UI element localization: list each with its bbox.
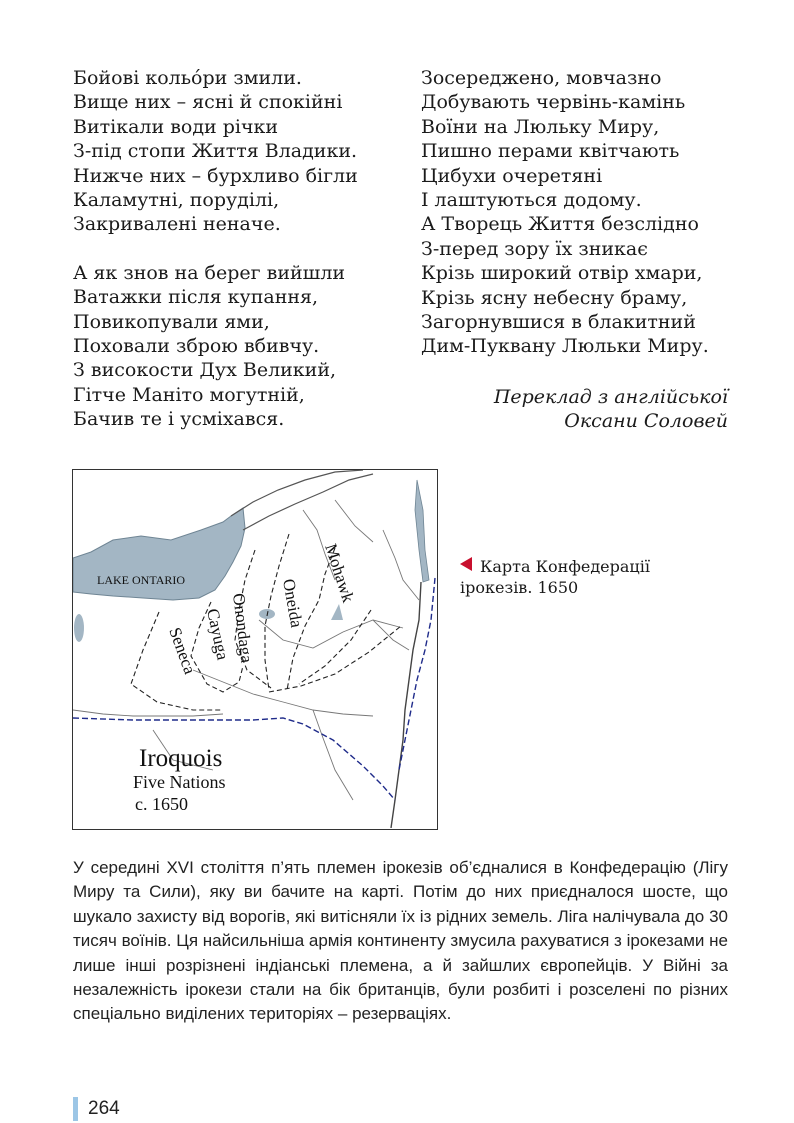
poem-line: Бойові кольóри змили. bbox=[73, 67, 302, 89]
poem-line: Поховали зброю вбивчу. bbox=[73, 335, 320, 358]
small-lake bbox=[331, 604, 343, 620]
poem-line: Бачив те і усміхався. bbox=[73, 408, 285, 431]
poem-line: Цибухи очеретяні bbox=[421, 164, 603, 187]
body-paragraph: У середині XVI століття п’ять племен ірокезів об’єдналися в Конфедерацію (Лігу Миру та Сили), яку ви бачите на карті. Потім до них приєдналося шосте, що шукало захисту від ворогів, які витісняли їх із рідних земель. Ліга налічувала до 30 тисяч воїнів. Ця найсильніша армія континенту змусила рахуватися з ірокезами не лише інші розрізнені індіанські племена, а й зайшлих європейців. У Війні за незалежність ірокези стали на бік британців, були розбиті і розселені по різних спеціально виділених територіях – резерваціях. bbox=[73, 858, 728, 1024]
credit-line-2: Оксани Соловей bbox=[564, 410, 728, 433]
poem-line: Повикопували ями, bbox=[73, 310, 270, 333]
tribe-label-onondaga: Onondaga bbox=[229, 592, 257, 664]
poem-line: Крізь широкий отвір хмари, bbox=[421, 262, 703, 285]
tribe-label-seneca: Seneca bbox=[165, 624, 200, 677]
tribe-label-oneida: Oneida bbox=[279, 577, 307, 630]
poem-right-column bbox=[421, 66, 741, 359]
stanza-gap bbox=[73, 237, 403, 261]
left-triangle-icon bbox=[460, 557, 472, 571]
poem-line: Нижче них – бурхливо бігли bbox=[73, 164, 358, 187]
poem-line: З високости Дух Великий, bbox=[73, 359, 337, 382]
poem-line: Ватажки після купання, bbox=[73, 286, 319, 309]
poem-line: Загорнувшися в блакитний bbox=[421, 311, 696, 334]
tribe-label-mohawk: Mohawk bbox=[321, 541, 358, 605]
poem-line: Воїни на Люльку Миру, bbox=[421, 115, 660, 138]
page-number-bar bbox=[73, 1097, 78, 1121]
tribe-label-cayuga: Cayuga bbox=[203, 606, 233, 662]
poem-line: З-перед зору їх зникає bbox=[421, 237, 648, 260]
poem-line: Каламутні, поруділі, bbox=[73, 189, 280, 212]
poem-line: Гітче Маніто могутній, bbox=[73, 383, 305, 406]
poem-line: Витікали води річки bbox=[73, 115, 279, 138]
small-lake bbox=[74, 614, 84, 642]
poem-line: А як знов на берег вийшли bbox=[73, 261, 346, 284]
poem-line: І лаштуються додому. bbox=[421, 189, 642, 212]
map-caption bbox=[460, 556, 740, 598]
poem-line: Зосереджено, мовчазно bbox=[421, 67, 662, 89]
map-date: c. 1650 bbox=[135, 794, 188, 814]
colonial-boundary bbox=[73, 578, 435, 800]
poem-left-column bbox=[73, 66, 403, 432]
poem-line: Закривалені неначе. bbox=[73, 213, 281, 236]
poem-line: А Творець Життя безслідно bbox=[421, 213, 699, 236]
caption-line-2: ірокезів. 1650 bbox=[460, 578, 579, 597]
poem-line: З-під стопи Життя Владики. bbox=[73, 140, 358, 163]
translation-credit bbox=[494, 385, 728, 434]
poem-line: Вище них – ясні й спокійні bbox=[73, 91, 343, 114]
iroquois-map bbox=[72, 469, 438, 830]
poem-line: Крізь ясну небесну браму, bbox=[421, 286, 688, 309]
poem-line: Добувають червінь-камінь bbox=[421, 91, 686, 114]
poem-line: Пишно перами квітчають bbox=[421, 140, 680, 163]
poem-line: Дим-Пуквану Люльки Миру. bbox=[421, 335, 709, 358]
caption-line-1: Карта Конфедерації bbox=[480, 557, 650, 576]
page-number bbox=[73, 1097, 120, 1121]
map-subtitle: Five Nations bbox=[133, 772, 226, 792]
lake-champlain-shape bbox=[415, 480, 429, 582]
page-number-text: 264 bbox=[88, 1098, 120, 1119]
hudson-river bbox=[391, 582, 421, 828]
lake-ontario-label: LAKE ONTARIO bbox=[97, 573, 186, 587]
credit-line-1: Переклад з англійської bbox=[493, 386, 728, 408]
map-title: Iroquois bbox=[139, 745, 223, 772]
